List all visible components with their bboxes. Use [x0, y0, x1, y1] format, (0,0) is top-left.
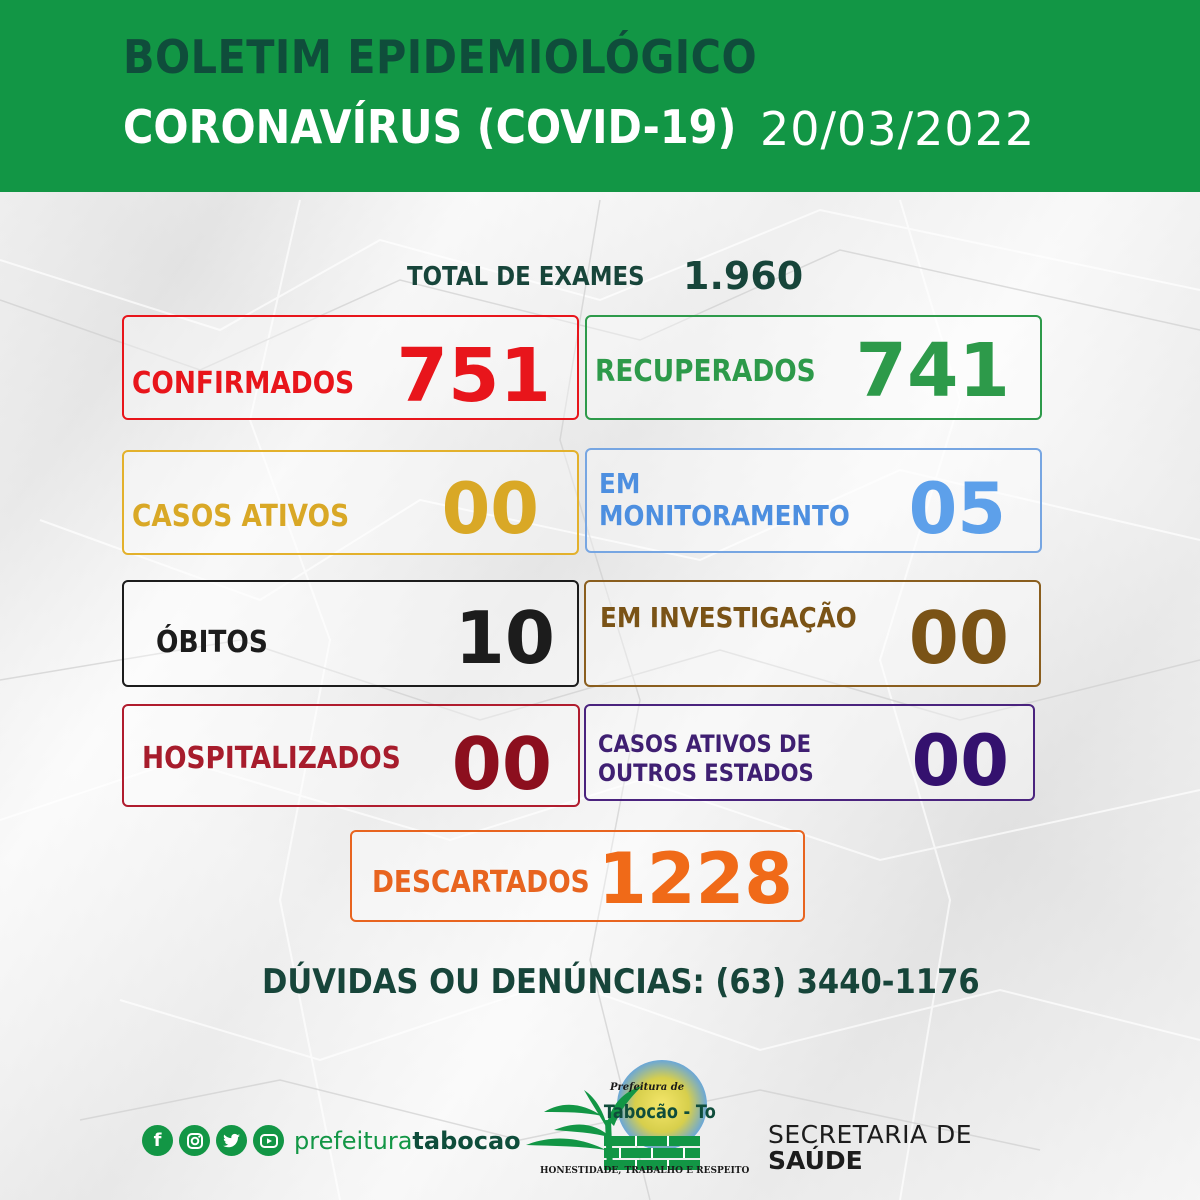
other-states-value: 00: [911, 720, 1009, 802]
total-exams: [407, 254, 827, 298]
total-exams-value: 1.960: [683, 254, 804, 298]
monitoring-label: EM MONITORAMENTO: [599, 467, 850, 533]
contact-phone: DÚVIDAS OU DENÚNCIAS: (63) 3440-1176: [262, 962, 980, 1002]
recovered-value: 741: [855, 328, 1010, 414]
twitter-icon[interactable]: [216, 1125, 247, 1156]
facebook-icon[interactable]: f: [142, 1125, 173, 1156]
bulletin-title: BOLETIM EPIDEMIOLÓGICO: [123, 30, 758, 84]
logo-name-text: Tabocão - To: [603, 1101, 716, 1124]
investigation-value: 00: [908, 596, 1009, 680]
social-handle[interactable]: [294, 1127, 521, 1155]
other-states-card: [584, 704, 1035, 801]
handle-prefix: prefeitura: [294, 1126, 413, 1155]
discarded-label: DESCARTADOS: [372, 865, 590, 900]
active-cases-value: 00: [441, 468, 539, 550]
monitoring-card: [585, 448, 1042, 553]
deaths-value: 10: [454, 596, 555, 680]
hospitalized-card: [122, 704, 580, 807]
social-links: [142, 1125, 521, 1156]
covid-title: CORONAVÍRUS (COVID-19): [123, 100, 737, 154]
instagram-icon[interactable]: [179, 1125, 210, 1156]
recovered-card: [585, 315, 1042, 420]
discarded-card: [350, 830, 805, 922]
logo-top-text: Prefeitura de: [610, 1082, 685, 1093]
motto: HONESTIDADE, TRABALHO E RESPEITO: [540, 1166, 750, 1176]
investigation-label: EM INVESTIGAÇÃO: [600, 601, 857, 634]
confirmed-card: [122, 315, 579, 420]
discarded-value: 1228: [598, 838, 793, 920]
hospitalized-label: HOSPITALIZADOS: [142, 741, 401, 776]
confirmed-value: 751: [396, 333, 551, 419]
recovered-label: RECUPERADOS: [595, 354, 816, 389]
monitoring-value: 05: [908, 468, 1006, 550]
investigation-card: [584, 580, 1041, 687]
header-banner: [0, 0, 1200, 192]
secretaria-saude: [768, 1122, 972, 1175]
total-exams-label: TOTAL DE EXAMES: [407, 262, 645, 292]
handle-bold: tabocao: [412, 1126, 521, 1155]
confirmed-label: CONFIRMADOS: [132, 366, 355, 401]
deaths-card: [122, 580, 579, 687]
other-states-label: CASOS ATIVOS DE OUTROS ESTADOS: [598, 730, 814, 787]
secretaria-line2: SAÚDE: [768, 1146, 863, 1176]
secretaria-line1: SECRETARIA DE: [768, 1120, 973, 1149]
active-cases-card: [122, 450, 579, 555]
active-cases-label: CASOS ATIVOS: [132, 499, 350, 534]
bulletin-date: 20/03/2022: [760, 102, 1036, 156]
youtube-icon[interactable]: [253, 1125, 284, 1156]
deaths-label: ÓBITOS: [156, 625, 268, 660]
hospitalized-value: 00: [451, 722, 552, 806]
